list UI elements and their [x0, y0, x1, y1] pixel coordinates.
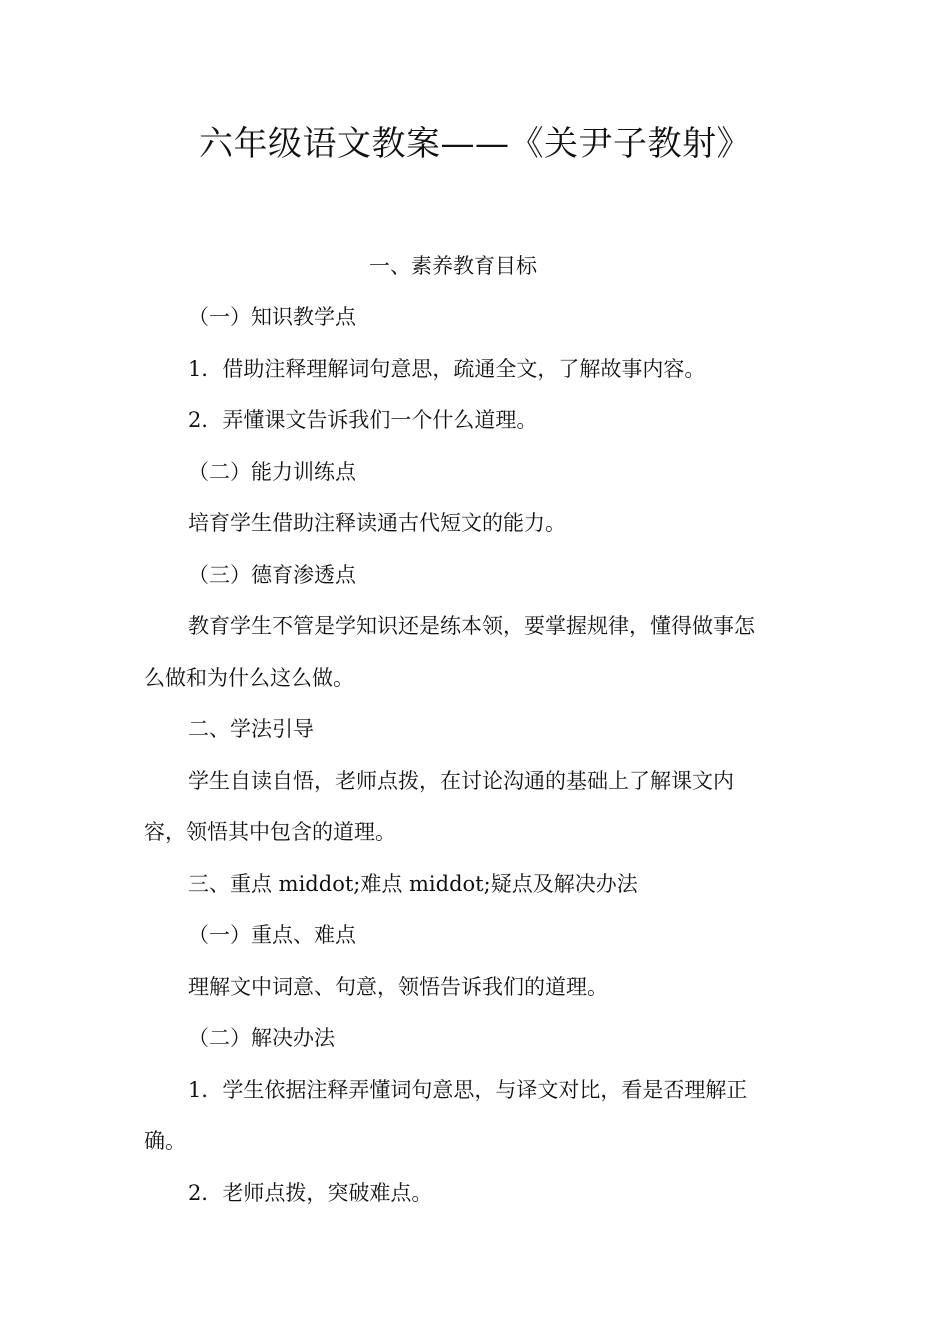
section1-sub1-heading: （一）知识教学点	[188, 305, 356, 329]
section3-sub2-item1-line2: 确。	[144, 1129, 186, 1153]
section1-sub3-heading: （三）德育渗透点	[188, 563, 356, 587]
section1-sub3-text-line2: 么做和为什么这么做。	[144, 666, 354, 690]
section1-sub1-item1: 1．借助注释理解词句意思，疏通全文，了解故事内容。	[188, 357, 706, 381]
section2-text-line1: 学生自读自悟，老师点拨，在讨论沟通的基础上了解课文内	[188, 769, 734, 793]
section3-sub2-item2: 2．老师点拨，突破难点。	[188, 1181, 433, 1205]
section3-sub2-item1-line1: 1．学生依据注释弄懂词句意思，与译文对比，看是否理解正	[188, 1078, 748, 1102]
section3-sub1-heading: （一）重点、难点	[188, 923, 356, 947]
section3-sub2-heading: （二）解决办法	[188, 1026, 335, 1050]
section1-sub3-text-line1: 教育学生不管是学知识还是练本领，要掌握规律，懂得做事怎	[188, 614, 755, 638]
section1-heading: 一、素养教育目标	[369, 254, 537, 278]
section1-sub1-item2: 2．弄懂课文告诉我们一个什么道理。	[188, 408, 538, 432]
section2-text-line2: 容，领悟其中包含的道理。	[144, 820, 396, 844]
section1-sub2-text: 培育学生借助注释读通古代短文的能力。	[188, 511, 566, 535]
section3-sub1-text: 理解文中词意、句意，领悟告诉我们的道理。	[188, 975, 608, 999]
section1-sub2-heading: （二）能力训练点	[188, 460, 356, 484]
section3-heading: 三、重点 middot;难点 middot;疑点及解决办法	[188, 872, 638, 896]
section2-heading: 二、学法引导	[188, 717, 314, 741]
document-title: 六年级语文教案——《关尹子教射》	[199, 124, 751, 164]
